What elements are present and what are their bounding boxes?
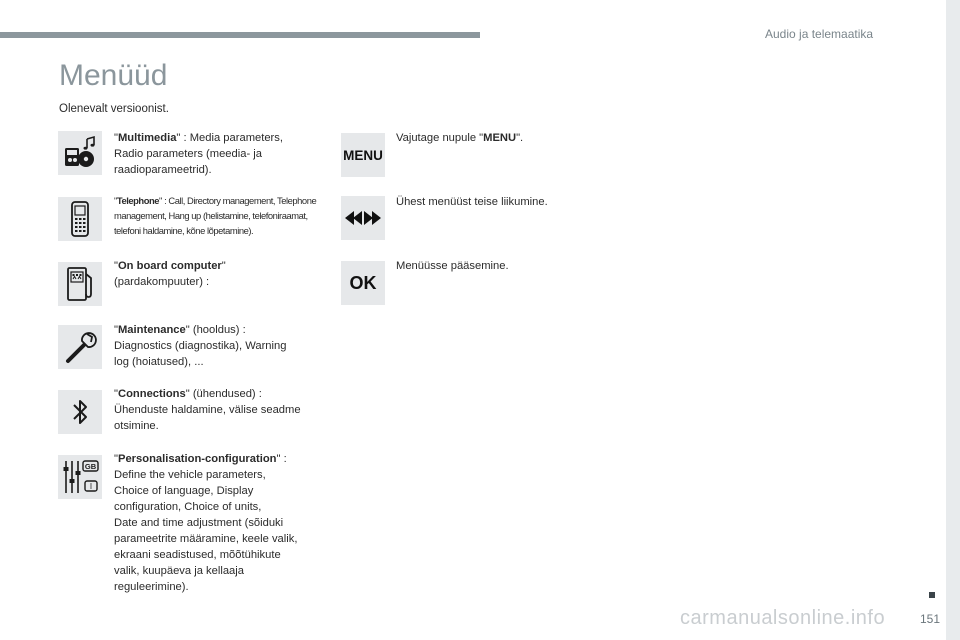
ok-button-description: Menüüsse pääsemine. [396, 260, 509, 272]
page-title: Menüüd [59, 59, 168, 92]
menu-entry-on-board-computer: "On board computer" (pardakompuuter) : [114, 260, 226, 288]
menu-entry-maintenance: "Maintenance" (hooldus) : Diagnostics (diagnostika), Warning log (hoiatused), ... [114, 324, 287, 368]
menu-entry-personalisation: "Personalisation-configuration" : Define the vehicle parameters, Choice of language, Display configuration, Choice of units, Date and time adjustment (sõiduki parameetrite määramine, keele valik, ekraani seadistused, mõõtühikute valik, kuupäeva ja kellaaja reguleerimine). [114, 453, 298, 593]
menu-entry-multimedia: "Multimedia" : Media parameters, Radio parameters (meedia- ja raadioparameetrid). [114, 132, 283, 176]
arrows-button-icon [341, 196, 385, 240]
watermark: carmanualsonline.info [680, 607, 886, 629]
menu-entry-telephone: "Telephone" : Call, Directory management, Telephone management, Hang up (helistamine, telefoniraamat, telefoni haldamine, kõne lõpetamine). [114, 195, 317, 236]
menu-button-description: Vajutage nupule "MENU". [396, 132, 524, 144]
arrows-button-description: Ühest menüüst teise liikumine. [396, 196, 548, 208]
ok-button-icon: OK [341, 261, 385, 305]
bluetooth-icon [58, 390, 102, 434]
header-bar [0, 32, 480, 38]
phone-icon [58, 197, 102, 241]
page-subtitle: Olenevalt versioonist. [59, 103, 169, 115]
multimedia-icon [58, 131, 102, 175]
badge-gb-text: GB [84, 462, 97, 471]
settings-sliders-icon [58, 455, 102, 499]
page-marker-dot [929, 592, 935, 598]
page-edge-strip [946, 0, 960, 640]
badge-i-text: I [89, 482, 93, 491]
menu-entry-connections: "Connections" (ühendused) : Ühenduste haldamine, välise seadme otsimine. [114, 388, 301, 432]
section-label: Audio ja telemaatika [765, 27, 874, 41]
fuel-pump-icon [58, 262, 102, 306]
wrench-icon [58, 325, 102, 369]
page-number: 151 [919, 612, 940, 626]
menu-button-icon: MENU [341, 133, 385, 177]
